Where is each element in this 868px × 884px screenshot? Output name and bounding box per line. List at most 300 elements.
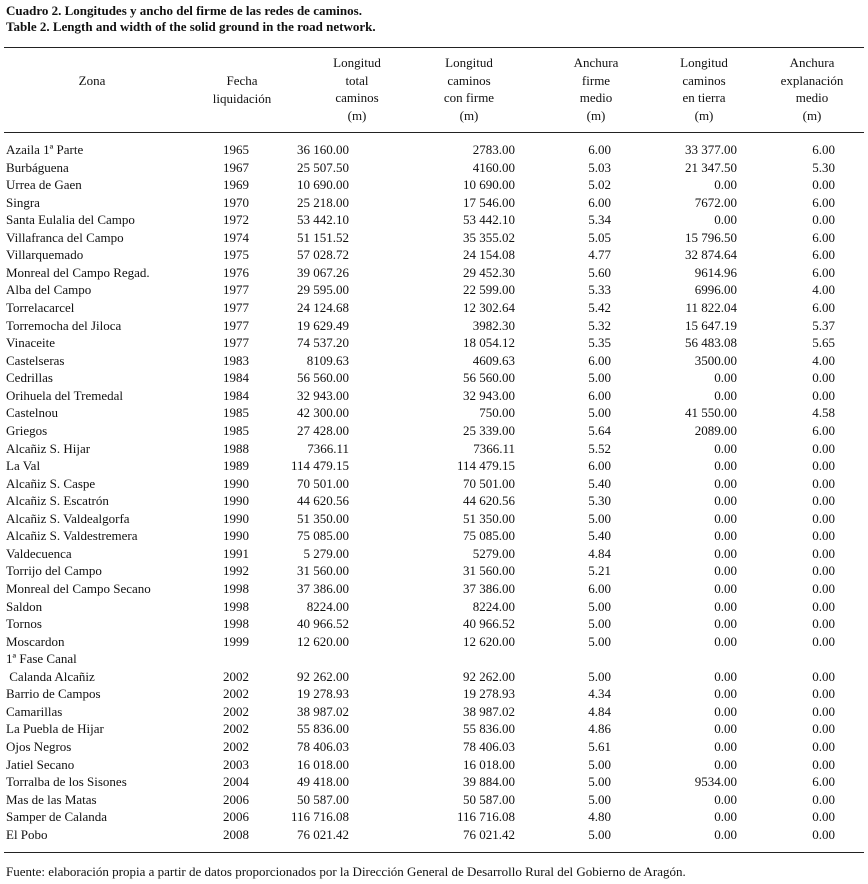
cell-anchura-explanacion: 0.00 [812, 633, 835, 649]
cell-longitud-firme: 8224.00 [472, 598, 515, 614]
table-row [0, 475, 868, 493]
cell-longitud-tierra: 0.00 [714, 387, 737, 403]
cell-fecha: 1977 [223, 300, 249, 316]
cell-zona: Valdecuenca [6, 545, 72, 561]
cell-anchura-explanacion: 0.00 [812, 721, 835, 737]
cell-longitud-total: 12 620.00 [297, 633, 349, 649]
cell-anchura-firme: 5.00 [588, 668, 611, 684]
cell-zona: Azaila 1ª Parte [6, 142, 84, 157]
cell-zona: Mas de las Matas [6, 791, 97, 807]
cell-anchura-firme: 5.00 [588, 598, 611, 614]
cell-zona: Burbáguena [6, 159, 69, 175]
cell-anchura-firme: 5.00 [588, 405, 611, 421]
column-header-4-line: Anchura [573, 55, 619, 70]
cell-anchura-explanacion: 5.65 [812, 335, 835, 351]
cell-anchura-explanacion: 6.00 [812, 300, 835, 316]
cell-longitud-tierra: 0.00 [714, 493, 737, 509]
cell-anchura-explanacion: 0.00 [812, 177, 835, 193]
cell-zona: Urrea de Gaen [6, 177, 82, 193]
cell-longitud-tierra: 32 874.64 [685, 247, 737, 263]
cell-anchura-explanacion: 0.00 [812, 528, 835, 544]
cell-longitud-total: 51 151.52 [297, 229, 349, 245]
cell-anchura-explanacion: 0.00 [812, 545, 835, 561]
cell-anchura-firme: 6.00 [588, 142, 611, 157]
cell-anchura-firme: 5.30 [588, 493, 611, 509]
cell-longitud-total: 40 966.52 [297, 616, 349, 632]
cell-zona: Castelnou [6, 405, 58, 421]
cell-longitud-total: 25 507.50 [297, 159, 349, 175]
column-header-1-line: Fecha [226, 73, 258, 88]
cell-fecha: 1985 [223, 405, 249, 421]
cell-longitud-firme: 56 560.00 [463, 370, 515, 386]
cell-anchura-explanacion: 0.00 [812, 686, 835, 702]
column-header-2-line: total [345, 72, 369, 88]
column-header-3-line: (m) [459, 107, 479, 123]
cell-longitud-total: 10 690.00 [297, 177, 349, 193]
cell-zona: Calanda Alcañiz [6, 668, 95, 684]
cell-longitud-firme: 55 836.00 [463, 721, 515, 737]
cell-anchura-firme: 5.42 [588, 300, 611, 316]
cell-longitud-firme: 114 479.15 [456, 458, 515, 474]
cell-fecha: 1984 [223, 387, 249, 403]
cell-longitud-total: 116 716.08 [290, 809, 349, 825]
cell-longitud-total: 70 501.00 [297, 475, 349, 491]
column-header-5-line: (m) [694, 107, 714, 123]
table-row [0, 756, 868, 774]
column-header-4-line: (m) [586, 107, 606, 123]
cell-longitud-total: 24 124.68 [297, 300, 349, 316]
cell-longitud-firme: 37 386.00 [463, 581, 515, 596]
cell-anchura-firme: 5.00 [588, 774, 611, 790]
table-row [0, 141, 868, 159]
cell-anchura-explanacion: 0.00 [812, 826, 835, 842]
table-row [0, 598, 868, 616]
cell-zona: Torrijo del Campo [6, 563, 102, 579]
column-header-2-line: caminos [335, 90, 379, 105]
cell-longitud-total: 8109.63 [306, 352, 349, 368]
table-row [0, 720, 868, 738]
cell-longitud-firme: 32 943.00 [463, 387, 515, 403]
table-row [0, 317, 868, 335]
cell-fecha: 1990 [223, 510, 249, 526]
cell-anchura-firme: 4.80 [588, 809, 611, 825]
cell-anchura-explanacion: 6.00 [812, 774, 835, 790]
table-row [0, 791, 868, 809]
cell-longitud-firme: 5279.00 [472, 545, 515, 561]
cell-zona: Barrio de Campos [6, 686, 101, 702]
cell-zona: Castelseras [6, 352, 65, 368]
cell-anchura-firme: 5.33 [588, 282, 611, 298]
cell-fecha: 1991 [223, 545, 249, 561]
cell-anchura-firme: 4.84 [588, 545, 611, 561]
cell-fecha: 1974 [223, 229, 249, 245]
cell-longitud-tierra: 0.00 [714, 668, 737, 684]
table-row [0, 211, 868, 229]
column-header-6-line: Anchura [789, 55, 835, 70]
cell-longitud-total: 78 406.03 [297, 739, 349, 755]
cell-longitud-total: 31 560.00 [297, 563, 349, 579]
cell-anchura-explanacion: 0.00 [812, 370, 835, 386]
cell-longitud-tierra: 0.00 [714, 177, 737, 193]
cell-zona: Griegos [6, 422, 48, 438]
cell-longitud-firme: 35 355.02 [463, 229, 515, 245]
cell-longitud-firme: 22 599.00 [463, 282, 515, 298]
cell-fecha: 1998 [223, 616, 249, 632]
cell-anchura-explanacion: 0.00 [812, 440, 835, 456]
cell-fecha: 1976 [223, 264, 249, 280]
table-row [0, 176, 868, 194]
column-header-4-line: firme [581, 72, 611, 88]
cell-fecha: 2002 [223, 668, 249, 684]
cell-anchura-explanacion: 4.00 [812, 352, 835, 368]
cell-longitud-total: 38 987.02 [297, 703, 349, 719]
cell-anchura-firme: 6.00 [588, 458, 611, 474]
cell-fecha: 1972 [223, 212, 249, 228]
cell-fecha: 1977 [223, 282, 249, 298]
cell-longitud-firme: 10 690.00 [463, 177, 515, 193]
table-row [0, 545, 868, 563]
cell-anchura-firme: 5.35 [588, 335, 611, 351]
cell-zona: La Puebla de Hijar [6, 721, 104, 737]
cell-fecha: 1998 [223, 581, 249, 596]
cell-zona: Alcañiz S. Valdestremera [6, 528, 138, 544]
cell-longitud-firme: 116 716.08 [456, 809, 515, 825]
cell-longitud-firme: 78 406.03 [463, 739, 515, 755]
cell-fecha: 1990 [223, 475, 249, 491]
cell-anchura-firme: 5.00 [588, 616, 611, 632]
cell-anchura-explanacion: 0.00 [812, 212, 835, 228]
cell-longitud-total: 49 418.00 [297, 774, 349, 790]
cell-anchura-firme: 5.00 [588, 826, 611, 842]
cell-anchura-explanacion: 6.00 [812, 142, 835, 157]
cell-fecha: 2002 [223, 686, 249, 702]
table-row [0, 527, 868, 545]
cell-fecha: 2003 [223, 756, 249, 772]
table-row [0, 387, 868, 405]
cell-anchura-explanacion: 6.00 [812, 247, 835, 263]
cell-fecha: 2002 [223, 739, 249, 755]
cell-zona: Alcañiz S. Escatrón [6, 493, 109, 509]
column-header-6-line: explanación [780, 72, 844, 88]
cell-longitud-total: 75 085.00 [297, 528, 349, 544]
cell-anchura-firme: 4.34 [588, 686, 611, 702]
table-row [0, 650, 868, 668]
cell-longitud-tierra: 0.00 [714, 809, 737, 825]
cell-anchura-explanacion: 4.58 [812, 405, 835, 421]
table-row [0, 633, 868, 651]
cell-longitud-firme: 18 054.12 [463, 335, 515, 351]
cell-fecha: 1989 [223, 458, 249, 474]
cell-anchura-explanacion: 0.00 [812, 598, 835, 614]
cell-longitud-total: 19 278.93 [297, 686, 349, 702]
cell-longitud-firme: 53 442.10 [463, 212, 515, 228]
column-header-6-line: (m) [802, 107, 822, 123]
cell-zona: Torremocha del Jiloca [6, 317, 122, 333]
cell-anchura-firme: 5.52 [588, 440, 611, 456]
cell-fecha: 2006 [223, 791, 249, 807]
cell-longitud-total: 8224.00 [306, 598, 349, 614]
column-header-2-line: (m) [347, 107, 367, 123]
cell-longitud-total: 44 620.56 [297, 493, 349, 509]
cell-longitud-firme: 40 966.52 [463, 616, 515, 632]
cell-longitud-tierra: 6996.00 [694, 282, 737, 298]
table-title-es: Cuadro 2. Longitudes y ancho del firme de las redes de caminos. [6, 3, 362, 18]
cell-longitud-firme: 7366.11 [473, 440, 515, 456]
table-row [0, 159, 868, 177]
cell-zona: El Pobo [6, 826, 48, 842]
table-row [0, 773, 868, 791]
cell-longitud-total: 7366.11 [307, 440, 349, 456]
cell-anchura-explanacion: 5.30 [812, 159, 835, 175]
cell-anchura-firme: 6.00 [588, 581, 611, 596]
table-row [0, 492, 868, 510]
cell-longitud-total: 76 021.42 [297, 826, 349, 842]
cell-anchura-explanacion: 4.00 [812, 282, 835, 298]
cell-longitud-total: 39 067.26 [297, 264, 349, 280]
cell-anchura-explanacion: 0.00 [812, 668, 835, 684]
table-row [0, 685, 868, 703]
cell-longitud-tierra: 11 822.04 [685, 300, 737, 316]
cell-zona: 1ª Fase Canal [6, 651, 77, 667]
cell-longitud-tierra: 15 647.19 [685, 317, 737, 333]
cell-zona: Torrelacarcel [6, 300, 75, 316]
cell-anchura-explanacion: 0.00 [812, 387, 835, 403]
cell-longitud-firme: 76 021.42 [463, 826, 515, 842]
cell-longitud-tierra: 9534.00 [694, 774, 737, 790]
cell-longitud-tierra: 0.00 [714, 545, 737, 561]
column-header-0-line: Zona [78, 73, 106, 88]
table-row [0, 369, 868, 387]
cell-anchura-firme: 5.32 [588, 317, 611, 333]
cell-anchura-firme: 5.00 [588, 510, 611, 526]
cell-zona: Alba del Campo [6, 282, 92, 298]
cell-zona: Villarquemado [6, 247, 84, 263]
cell-anchura-firme: 5.60 [588, 264, 611, 280]
cell-anchura-firme: 5.64 [588, 422, 611, 438]
cell-longitud-tierra: 0.00 [714, 598, 737, 614]
cell-longitud-tierra: 2089.00 [694, 422, 737, 438]
cell-fecha: 1990 [223, 528, 249, 544]
table-row [0, 580, 868, 598]
cell-longitud-tierra: 0.00 [714, 212, 737, 228]
cell-anchura-firme: 5.21 [588, 563, 611, 579]
cell-fecha: 1965 [223, 142, 249, 157]
cell-anchura-firme: 5.00 [588, 633, 611, 649]
cell-fecha: 1977 [223, 335, 249, 351]
cell-zona: Alcañiz S. Caspe [6, 475, 96, 491]
cell-zona: Samper de Calanda [6, 809, 108, 825]
cell-longitud-tierra: 0.00 [714, 475, 737, 491]
cell-zona: Alcañiz S. Hijar [6, 440, 91, 456]
cell-anchura-firme: 6.00 [588, 194, 611, 210]
cell-longitud-firme: 50 587.00 [463, 791, 515, 807]
cell-anchura-explanacion: 0.00 [812, 791, 835, 807]
cell-longitud-tierra: 41 550.00 [685, 405, 737, 421]
cell-anchura-firme: 5.40 [588, 528, 611, 544]
column-header-5-line: caminos [682, 72, 726, 88]
cell-anchura-explanacion: 0.00 [812, 756, 835, 772]
cell-fecha: 2008 [223, 826, 249, 842]
cell-anchura-explanacion: 0.00 [812, 703, 835, 719]
table-title-en: Table 2. Length and width of the solid ground in the road network. [6, 19, 376, 34]
cell-fecha: 1984 [223, 370, 249, 386]
cell-zona: Orihuela del Tremedal [6, 387, 123, 403]
cell-longitud-firme: 24 154.08 [463, 247, 515, 263]
table-row [0, 194, 868, 212]
cell-longitud-firme: 25 339.00 [463, 422, 515, 438]
cell-zona: Vinaceite [6, 335, 56, 351]
cell-longitud-total: 5 279.00 [303, 545, 349, 561]
table-row [0, 229, 868, 247]
cell-zona: La Val [6, 458, 41, 474]
cell-longitud-total: 42 300.00 [297, 405, 349, 421]
cell-zona: Santa Eulalia del Campo [6, 212, 135, 228]
cell-longitud-firme: 29 452.30 [463, 264, 515, 280]
table-row [0, 668, 868, 686]
cell-longitud-tierra: 3500.00 [694, 352, 737, 368]
cell-longitud-firme: 12 302.64 [463, 300, 515, 316]
cell-anchura-explanacion: 0.00 [812, 493, 835, 509]
cell-longitud-total: 25 218.00 [297, 194, 349, 210]
cell-longitud-total: 57 028.72 [297, 247, 349, 263]
cell-longitud-total: 55 836.00 [297, 721, 349, 737]
column-header-3-line: caminos [447, 72, 491, 88]
cell-zona: Cedrillas [6, 370, 53, 386]
cell-longitud-total: 19 629.49 [297, 317, 349, 333]
cell-longitud-total: 32 943.00 [297, 387, 349, 403]
cell-fecha: 2002 [223, 721, 249, 737]
cell-zona: Saldon [6, 598, 43, 614]
cell-anchura-explanacion: 6.00 [812, 422, 835, 438]
cell-anchura-explanacion: 6.00 [812, 229, 835, 245]
cell-anchura-explanacion: 5.37 [812, 317, 835, 333]
top-rule [4, 47, 864, 48]
cell-anchura-firme: 5.00 [588, 756, 611, 772]
table-row [0, 264, 868, 282]
cell-anchura-explanacion: 6.00 [812, 264, 835, 280]
table-row [0, 703, 868, 721]
cell-longitud-firme: 4609.63 [472, 352, 515, 368]
cell-anchura-explanacion: 0.00 [812, 809, 835, 825]
cell-zona: Monreal del Campo Secano [6, 581, 151, 596]
cell-longitud-firme: 17 546.00 [463, 194, 515, 210]
cell-anchura-explanacion: 0.00 [812, 616, 835, 632]
cell-longitud-tierra: 21 347.50 [685, 159, 737, 175]
cell-longitud-tierra: 0.00 [714, 563, 737, 579]
cell-fecha: 2002 [223, 703, 249, 719]
cell-zona: Camarillas [6, 703, 63, 719]
table-row [0, 615, 868, 633]
cell-longitud-tierra: 0.00 [714, 686, 737, 702]
cell-longitud-firme: 31 560.00 [463, 563, 515, 579]
cell-fecha: 1988 [223, 440, 249, 456]
cell-zona: Villafranca del Campo [6, 229, 124, 245]
table-row [0, 299, 868, 317]
cell-anchura-firme: 5.61 [588, 739, 611, 755]
cell-longitud-tierra: 0.00 [714, 616, 737, 632]
cell-zona: Ojos Negros [6, 739, 72, 755]
column-header-3-line: con firme [443, 90, 495, 105]
cell-fecha: 2006 [223, 809, 249, 825]
cell-anchura-firme: 5.34 [588, 212, 611, 228]
cell-longitud-total: 51 350.00 [297, 510, 349, 526]
cell-longitud-tierra: 0.00 [714, 458, 737, 474]
cell-longitud-total: 29 595.00 [297, 282, 349, 298]
cell-longitud-tierra: 56 483.08 [685, 335, 737, 351]
table-row [0, 422, 868, 440]
table-row [0, 510, 868, 528]
cell-anchura-explanacion: 0.00 [812, 563, 835, 579]
table-row [0, 404, 868, 422]
table-row [0, 562, 868, 580]
cell-anchura-firme: 6.00 [588, 387, 611, 403]
cell-fecha: 1967 [223, 159, 249, 175]
cell-longitud-total: 27 428.00 [297, 422, 349, 438]
cell-longitud-tierra: 0.00 [714, 739, 737, 755]
cell-zona: Torralba de los Sisones [6, 774, 127, 790]
cell-anchura-firme: 4.77 [588, 247, 611, 263]
cell-longitud-tierra: 0.00 [714, 791, 737, 807]
cell-fecha: 2004 [223, 774, 249, 790]
table-row [0, 808, 868, 826]
cell-longitud-tierra: 0.00 [714, 528, 737, 544]
cell-longitud-firme: 44 620.56 [463, 493, 515, 509]
cell-longitud-firme: 39 884.00 [463, 774, 515, 790]
cell-fecha: 1992 [223, 563, 249, 579]
table-row [0, 246, 868, 264]
cell-longitud-tierra: 33 377.00 [685, 142, 737, 157]
cell-longitud-total: 36 160.00 [297, 142, 349, 157]
column-header-3-line: Longitud [445, 55, 493, 70]
cell-longitud-firme: 70 501.00 [463, 475, 515, 491]
cell-fecha: 1977 [223, 317, 249, 333]
cell-longitud-tierra: 0.00 [714, 370, 737, 386]
cell-anchura-firme: 5.00 [588, 791, 611, 807]
cell-longitud-total: 37 386.00 [297, 581, 349, 596]
cell-fecha: 1998 [223, 598, 249, 614]
cell-longitud-tierra: 7672.00 [694, 194, 737, 210]
column-header-2-line: Longitud [333, 55, 381, 70]
cell-longitud-firme: 92 262.00 [463, 668, 515, 684]
cell-zona: Jatiel Secano [6, 756, 75, 772]
cell-longitud-total: 56 560.00 [297, 370, 349, 386]
cell-longitud-tierra: 0.00 [714, 826, 737, 842]
cell-fecha: 1969 [223, 177, 249, 193]
cell-anchura-firme: 5.05 [588, 229, 611, 245]
cell-anchura-explanacion: 0.00 [812, 475, 835, 491]
cell-longitud-total: 74 537.20 [297, 335, 349, 351]
cell-zona: Monreal del Campo Regad. [6, 264, 150, 280]
table-row [0, 826, 868, 844]
cell-longitud-firme: 51 350.00 [463, 510, 515, 526]
cell-anchura-firme: 4.84 [588, 703, 611, 719]
cell-longitud-firme: 38 987.02 [463, 703, 515, 719]
cell-zona: Singra [6, 194, 40, 210]
cell-longitud-total: 50 587.00 [297, 791, 349, 807]
cell-anchura-explanacion: 0.00 [812, 510, 835, 526]
cell-fecha: 1985 [223, 422, 249, 438]
bottom-rule [4, 852, 864, 853]
table-row [0, 281, 868, 299]
cell-anchura-firme: 5.00 [588, 370, 611, 386]
cell-longitud-firme: 2783.00 [472, 142, 515, 157]
table-row [0, 440, 868, 458]
cell-fecha: 1999 [223, 633, 249, 649]
table-row [0, 738, 868, 756]
column-header-5-line: en tierra [682, 90, 726, 105]
cell-anchura-explanacion: 6.00 [812, 194, 835, 210]
cell-anchura-firme: 5.40 [588, 475, 611, 491]
